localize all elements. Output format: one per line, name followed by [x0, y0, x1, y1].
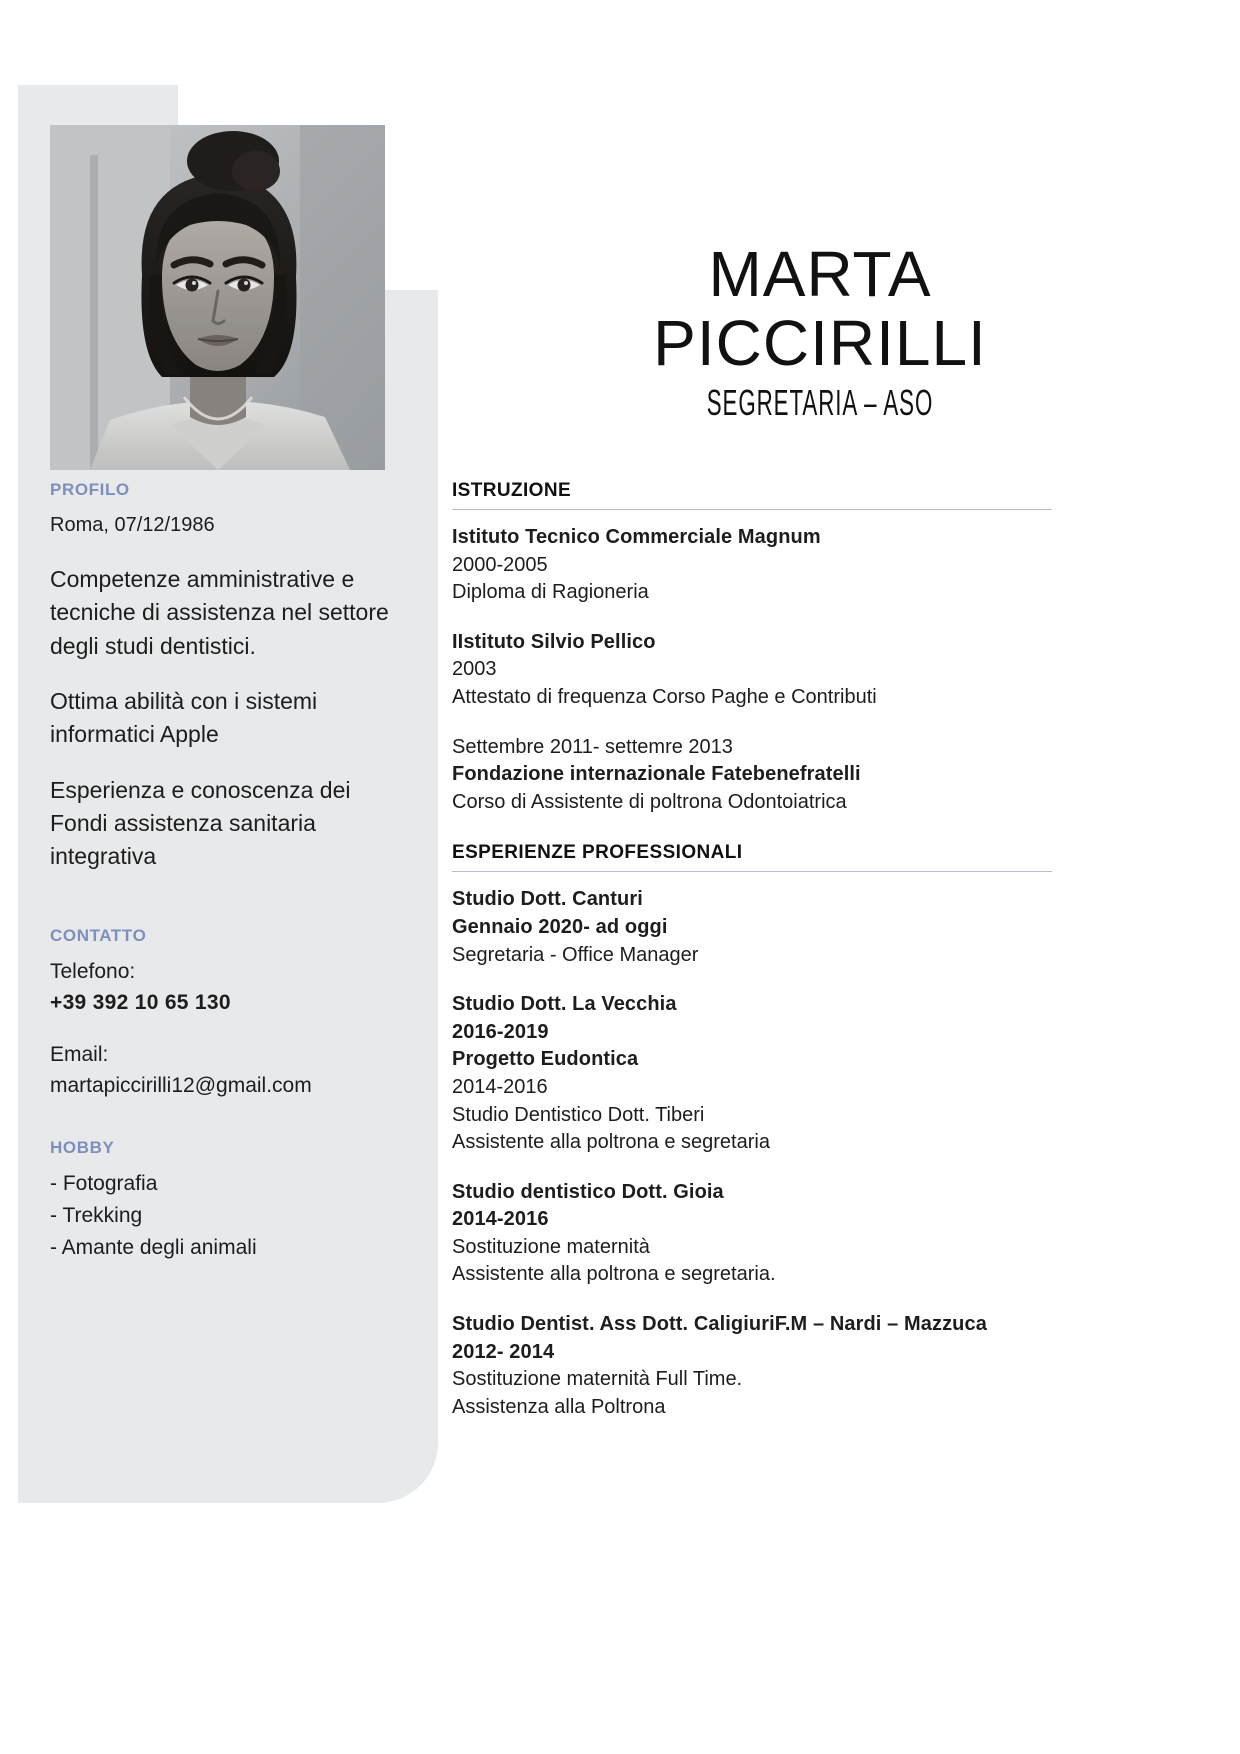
entry-line: 2000-2005 [452, 553, 548, 576]
list-item: - Amante degli animali [50, 1235, 257, 1259]
entry-line: Assistente alla poltrona e segretaria. [452, 1263, 776, 1286]
profile-section [50, 480, 390, 874]
spacer [50, 1102, 390, 1138]
phone-value[interactable]: +39 392 10 65 130 [50, 991, 231, 1015]
spacer [50, 1019, 390, 1039]
hobby-heading: HOBBY [50, 1137, 115, 1157]
list-item: - Fotografia [50, 1171, 158, 1195]
last-name: PICCIRILLI [653, 307, 987, 380]
email-value[interactable]: martapiccirilli12@gmail.com [50, 1074, 312, 1098]
entry-line: Settembre 2011- settemre 2013 [452, 735, 733, 758]
entry-line: 2014-2016 [452, 1208, 549, 1231]
experience-entry [452, 991, 1052, 1157]
spacer [50, 874, 390, 926]
entry-line: Corso di Assistente di poltrona Odontoiatrica [452, 790, 847, 813]
education-entry [452, 629, 1052, 712]
portrait-photo [50, 125, 385, 470]
entry-line: Sostituzione maternità [452, 1235, 650, 1258]
sidebar [50, 480, 390, 1263]
entry-line: 2012- 2014 [452, 1340, 555, 1363]
hobby-section [50, 1138, 390, 1264]
entry-line: Segretaria - Office Manager [452, 943, 699, 966]
education-entry [452, 524, 1052, 607]
phone-label: Telefono: [50, 959, 136, 983]
contact-heading: CONTATTO [50, 925, 147, 945]
profile-paragraph: Competenze amministrative e tecniche di assistenza nel settore degli studi dentistici. [50, 566, 389, 659]
education-section [452, 480, 1052, 816]
entry-line: Fondazione internazionale Fatebenefratelli [452, 763, 861, 786]
entry-line: IIstituto Silvio Pellico [452, 630, 656, 653]
education-heading: ISTRUZIONE [452, 480, 1052, 510]
education-entry [452, 734, 1052, 817]
page-title [470, 240, 1170, 424]
birth-info: Roma, 07/12/1986 [50, 514, 215, 536]
contact-section [50, 926, 390, 1102]
entry-line: Studio Dott. La Vecchia [452, 993, 677, 1016]
experience-entry [452, 886, 1052, 969]
experience-section [452, 842, 1052, 1421]
entry-line: Progetto Eudontica [452, 1048, 639, 1071]
entry-line: Studio Dott. Canturi [452, 888, 643, 911]
experience-entry [452, 1179, 1052, 1289]
experience-entry [452, 1311, 1052, 1421]
experience-heading: ESPERIENZE PROFESSIONALI [452, 842, 1052, 872]
job-role: SEGRETARIA – ASO [706, 382, 934, 424]
entry-line: Sostituzione maternità Full Time. [452, 1368, 743, 1391]
entry-line: 2003 [452, 658, 497, 681]
entry-line: Diploma di Ragioneria [452, 581, 649, 604]
first-name: MARTA [708, 238, 932, 310]
entry-line: Assistenza alla Poltrona [452, 1395, 666, 1418]
entry-line: Istituto Tecnico Commerciale Magnum [452, 526, 821, 548]
entry-line: Studio dentistico Dott. Gioia [452, 1180, 724, 1203]
profile-paragraph: Ottima abilità con i sistemi informatici Apple [50, 688, 318, 748]
list-item: - Trekking [50, 1203, 143, 1227]
profile-paragraph: Esperienza e conoscenza dei Fondi assistenza sanitaria integrativa [50, 776, 351, 870]
entry-line: Gennaio 2020- ad oggi [452, 915, 668, 938]
spacer [452, 816, 1052, 842]
entry-line: Assistente alla poltrona e segretaria [452, 1131, 770, 1154]
profile-heading: PROFILO [50, 480, 130, 499]
entry-line: 2014-2016 [452, 1075, 548, 1098]
entry-line: Attestato di frequenza Corso Paghe e Contributi [452, 685, 877, 708]
entry-line: Studio Dentist. Ass Dott. CaligiuriF.M – Nardi – Mazzuca [452, 1313, 987, 1336]
entry-line: Studio Dentistico Dott. Tiberi [452, 1103, 705, 1126]
main-content [452, 480, 1052, 1421]
email-label: Email: [50, 1042, 109, 1066]
entry-line: 2016-2019 [452, 1020, 549, 1043]
